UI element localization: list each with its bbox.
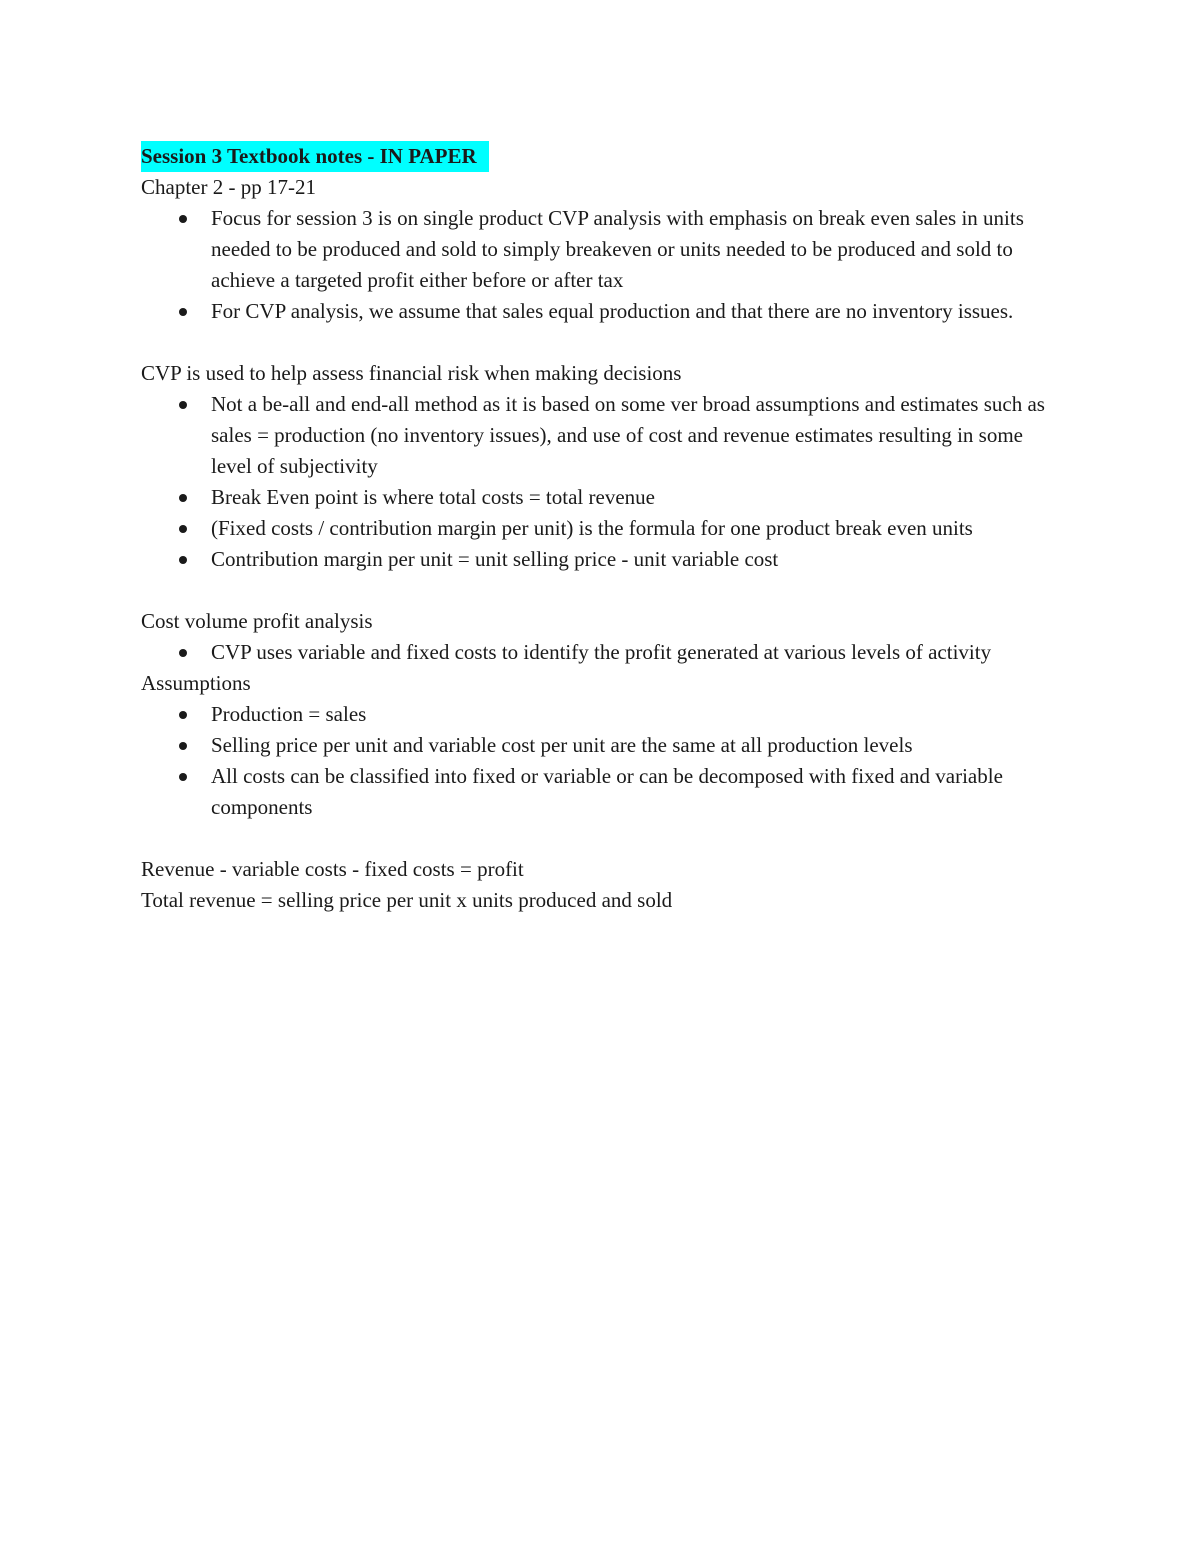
page-title: Session 3 Textbook notes - IN PAPER	[141, 141, 489, 172]
cvpa-heading: Cost volume profit analysis	[141, 609, 373, 633]
blank-line	[141, 823, 1061, 854]
list-item-text: For CVP analysis, we assume that sales equal production and that there are no inventory issues.	[211, 299, 1014, 323]
formula-total-revenue: Total revenue = selling price per unit x units produced and sold	[141, 888, 673, 912]
list-item-text: (Fixed costs / contribution margin per unit) is the formula for one product break even units	[211, 516, 973, 540]
cvpa-bullet-list	[141, 637, 1061, 668]
bullet-icon	[179, 308, 187, 316]
bullet-icon	[179, 649, 187, 657]
bullet-icon	[179, 401, 187, 409]
list-item	[141, 203, 1061, 296]
list-item-text: CVP uses variable and fixed costs to identify the profit generated at various levels of activity	[211, 640, 992, 664]
list-item-text: Production = sales	[211, 702, 367, 726]
formula-profit: Revenue - variable costs - fixed costs = profit	[141, 857, 524, 881]
bullet-icon	[179, 215, 187, 223]
cvp-heading: CVP is used to help assess financial risk when making decisions	[141, 361, 682, 385]
bullet-icon	[179, 525, 187, 533]
chapter-heading: Chapter 2 - pp 17-21	[141, 175, 316, 199]
bullet-icon	[179, 773, 187, 781]
title-line	[141, 141, 1061, 172]
blank-line	[141, 575, 1061, 606]
bullet-icon	[179, 711, 187, 719]
cvp-bullet-list	[141, 389, 1061, 575]
list-item	[141, 637, 1061, 668]
list-item	[141, 482, 1061, 513]
list-item-text: Not a be-all and end-all method as it is based on some ver broad assumptions and estimates such as sales = production (no inventory issues), and use of cost and revenue estimates resulting in some level of subjectivity	[211, 392, 1045, 478]
list-item	[141, 730, 1061, 761]
blank-line	[141, 327, 1061, 358]
list-item-text: Break Even point is where total costs = total revenue	[211, 485, 655, 509]
list-item	[141, 513, 1061, 544]
bullet-icon	[179, 494, 187, 502]
list-item-text: All costs can be classified into fixed or variable or can be decomposed with fixed and variable components	[211, 764, 1003, 819]
list-item-text: Contribution margin per unit = unit selling price - unit variable cost	[211, 547, 779, 571]
bullet-icon	[179, 742, 187, 750]
chapter-bullet-list	[141, 203, 1061, 327]
list-item	[141, 699, 1061, 730]
list-item-text: Selling price per unit and variable cost per unit are the same at all production levels	[211, 733, 913, 757]
list-item	[141, 389, 1061, 482]
list-item-text: Focus for session 3 is on single product CVP analysis with emphasis on break even sales in units needed to be produced and sold to simply breakeven or units needed to be produced and sold to achieve a targeted profit either before or after tax	[211, 206, 1024, 292]
document-content	[141, 141, 1061, 916]
assumptions-heading: Assumptions	[141, 671, 251, 695]
assumptions-bullet-list	[141, 699, 1061, 823]
list-item	[141, 544, 1061, 575]
bullet-icon	[179, 556, 187, 564]
list-item	[141, 296, 1061, 327]
list-item	[141, 761, 1061, 823]
